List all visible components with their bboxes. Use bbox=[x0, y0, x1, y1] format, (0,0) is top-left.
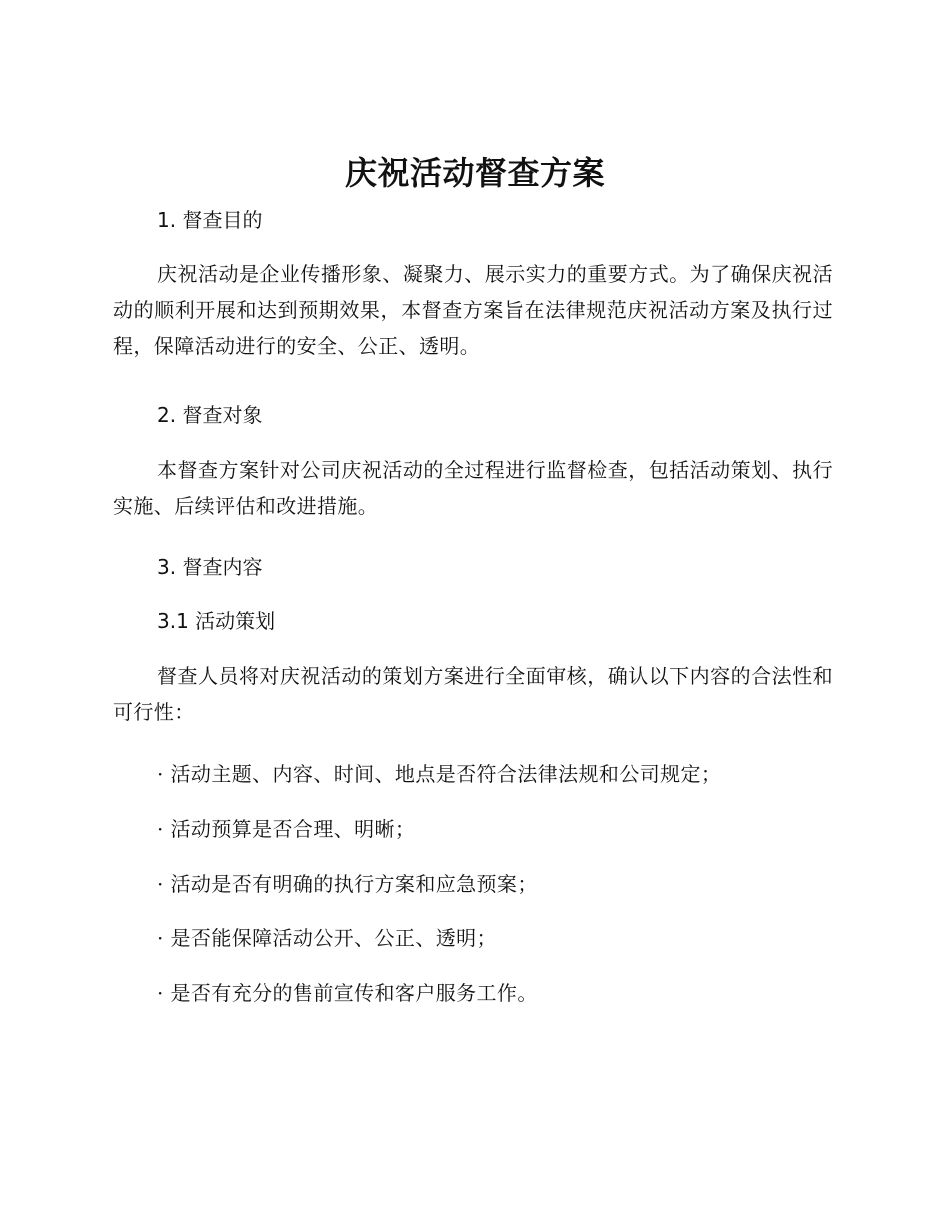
section-paragraph-planning: 督查人员将对庆祝活动的策划方案进行全面审核，确认以下内容的合法性和可行性： bbox=[113, 664, 833, 724]
section-heading-purpose: 1. 督查目的 bbox=[157, 208, 263, 232]
list-item: · 活动预算是否合理、明晰； bbox=[157, 817, 416, 841]
section-paragraph-target: 本督查方案针对公司庆祝活动的全过程进行监督检查，包括活动策划、执行实施、后续评估和改进措施。 bbox=[113, 458, 833, 518]
section-heading-content: 3. 督查内容 bbox=[157, 555, 263, 579]
document-title: 庆祝活动督查方案 bbox=[344, 154, 605, 192]
section-heading-planning: 3.1 活动策划 bbox=[157, 609, 276, 633]
list-item: · 活动主题、内容、时间、地点是否符合法律法规和公司规定； bbox=[157, 762, 722, 786]
section-heading-target: 2. 督查对象 bbox=[157, 403, 263, 427]
list-item: · 是否有充分的售前宣传和客户服务工作。 bbox=[157, 981, 538, 1005]
list-item: · 是否能保障活动公开、公正、透明； bbox=[157, 926, 497, 950]
section-paragraph-purpose: 庆祝活动是企业传播形象、凝聚力、展示实力的重要方式。为了确保庆祝活动的顺利开展和达到预期效果，本督查方案旨在法律规范庆祝活动方案及执行过程，保障活动进行的安全、公正、透明。 bbox=[113, 262, 833, 358]
list-item: · 活动是否有明确的执行方案和应急预案； bbox=[157, 872, 538, 896]
